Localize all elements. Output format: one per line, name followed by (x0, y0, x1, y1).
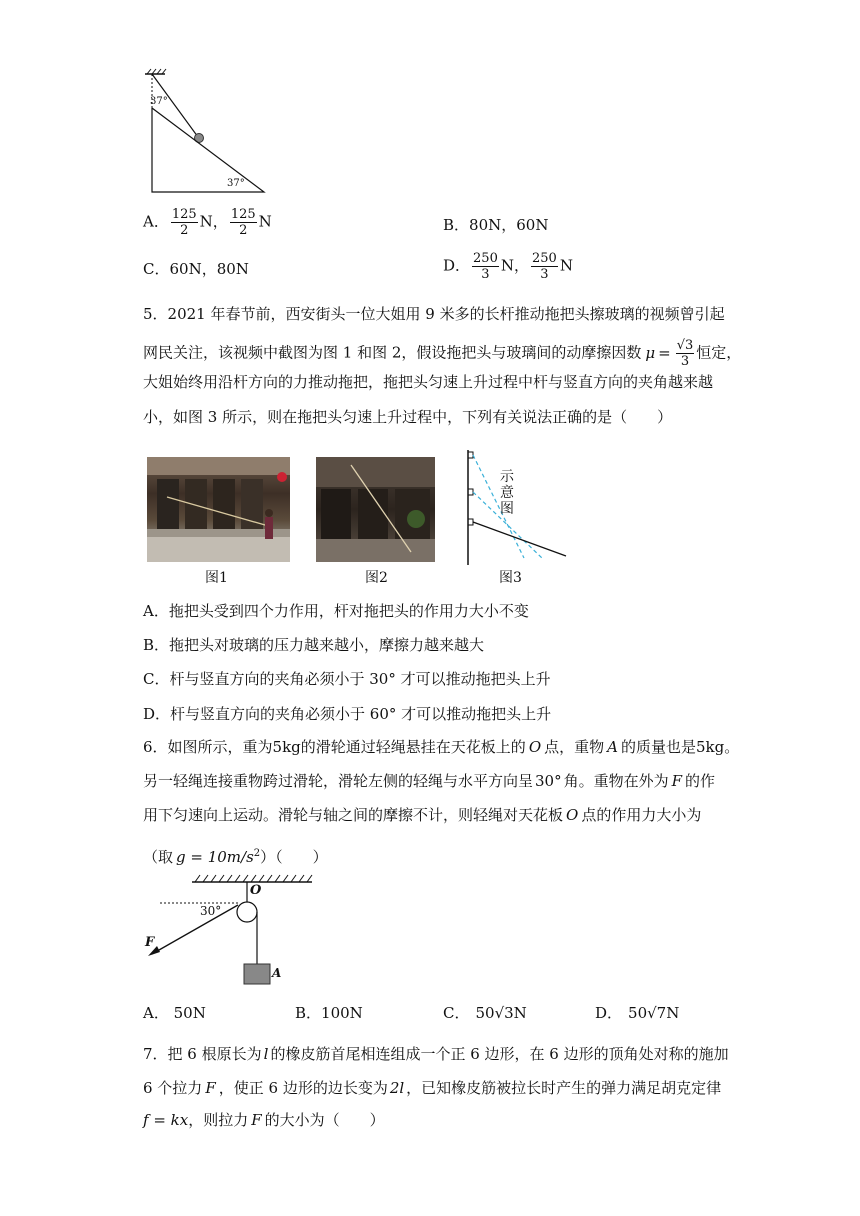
figure-1-caption: 图1 (205, 570, 228, 586)
pulley-label-o: O (250, 883, 262, 898)
q6-option-a[interactable]: A． 50N (143, 1004, 206, 1022)
figure-1-photo (147, 457, 290, 562)
q6-option-b[interactable]: B．100N (295, 1004, 363, 1022)
q5-option-c[interactable]: C．杆与竖直方向的夹角必须小于 30° 才可以推动拖把头上升 (143, 670, 551, 688)
q5-option-b[interactable]: B．拖把头对玻璃的压力越来越小，摩擦力越来越大 (143, 636, 485, 654)
q4-option-c[interactable]: C．60N，80N (143, 260, 249, 278)
figure-3-label-yi: 意 (500, 485, 514, 501)
pulley-label-a: A (272, 966, 282, 980)
q5-line-4: 小，如图 3 所示，则在拖把头匀速上升过程中，下列有关说法正确的是（ ） (143, 408, 673, 426)
q7-line-3: f = kx，则拉力 F 的大小为（ ） (143, 1111, 385, 1129)
q6-line-3: 用下匀速向上运动。滑轮与轴之间的摩擦不计，则轻绳对天花板 O 点的作用力大小为 (143, 806, 702, 824)
q5-line-1: 5．2021 年春节前，西安街头一位大姐用 9 米多的长杆推动拖把头擦玻璃的视频曾引起 (143, 305, 725, 323)
angle-label-bottom: 37° (227, 178, 245, 189)
q6-option-d[interactable]: D． 50√7N (595, 1004, 680, 1022)
figure-3-caption: 图3 (499, 570, 522, 586)
q4-option-b[interactable]: B．80N，60N (443, 216, 549, 234)
q6-line-1: 6．如图所示，重为5kg的滑轮通过轻绳悬挂在天花板上的 O 点，重物 A 的质量也是5kg。 (143, 738, 740, 756)
q5-option-a[interactable]: A．拖把头受到四个力作用，杆对拖把头的作用力大小不变 (143, 602, 529, 620)
pulley-label-f: F (145, 935, 155, 950)
figure-2-photo (316, 457, 435, 562)
pulley-figure (140, 872, 320, 992)
q6-line-4: （取 $g = 10m/s^2$）（ ） (143, 848, 328, 866)
figure-2-caption: 图2 (365, 570, 388, 586)
q6-line-2: 另一轻绳连接重物跨过滑轮，滑轮左侧的轻绳与水平方向呈 30° 角。重物在外为 F 的作 (143, 772, 716, 790)
q7-line-1: 7．把 6 根原长为 l 的橡皮筋首尾相连组成一个正 6 边形，在 6 边形的顶角处对称的施加 (143, 1045, 729, 1063)
q6-option-c[interactable]: C． 50√3N (443, 1004, 527, 1022)
q5-line-3: 大姐始终用沿杆方向的力推动拖把，拖把头匀速上升过程中杆与竖直方向的夹角越来越 (143, 373, 714, 391)
figure-3-label-tu: 图 (500, 501, 514, 517)
q7-line-2: 6 个拉力 F ，使正 6 边形的边长变为 2l ，已知橡皮筋被拉长时产生的弹力满足胡克定律 (143, 1079, 722, 1097)
angle-label-top: 37° (150, 96, 168, 107)
q4-option-a[interactable]: A． $\frac{125}{2}$ N， $\frac{125}{2}$ N (143, 207, 272, 238)
q4-option-d[interactable]: D． $\frac{250}{3}$ N， $\frac{250}{3}$ N (443, 251, 573, 282)
figure-3-label-shi: 示 (500, 469, 514, 485)
figure-3-diagram (462, 450, 572, 565)
pulley-label-angle: 30° (200, 904, 222, 918)
incline-figure (140, 68, 280, 198)
q5-option-d[interactable]: D．杆与竖直方向的夹角必须小于 60° 才可以推动拖把头上升 (143, 705, 552, 723)
q5-line-2: 网民关注，该视频中截图为图 1 和图 2，假设拖把头与玻璃间的动摩擦因数 μ = $\frac{√3}{3}$ 恒定， (143, 338, 742, 369)
